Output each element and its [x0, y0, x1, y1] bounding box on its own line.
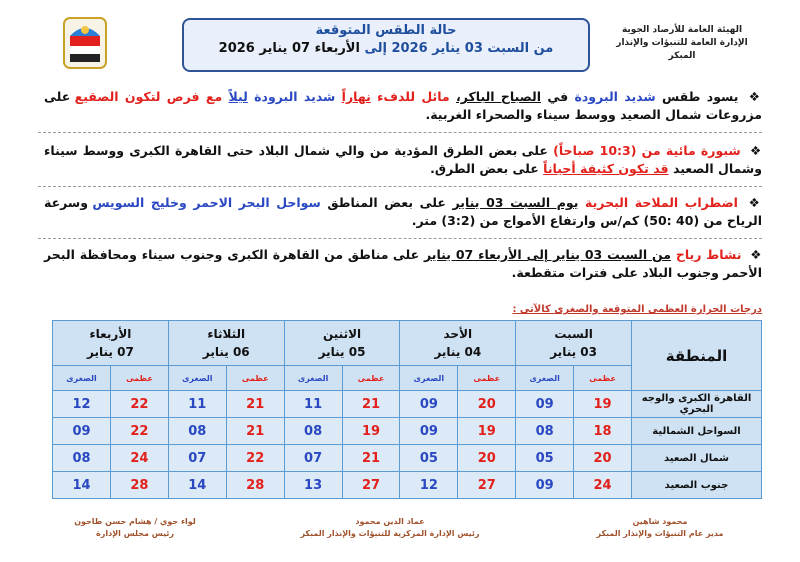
min-temp: 11 [168, 391, 226, 418]
forecast-paragraph-3 [44, 194, 762, 230]
text-segment: شبورة مائية [665, 143, 741, 158]
max-temp: 19 [458, 418, 516, 445]
divider [38, 186, 762, 187]
day-header [284, 321, 400, 366]
day-name: الأحد [443, 327, 473, 341]
region-name: جنوب الصعيد [632, 472, 762, 499]
text-segment: على بعض المناطق [327, 195, 446, 210]
min-temp: 08 [284, 418, 342, 445]
forecast-paragraph-1 [44, 88, 762, 124]
divider [38, 238, 762, 239]
table-row [53, 445, 762, 472]
min-temp: 09 [400, 418, 458, 445]
min-label: الصغرى [168, 366, 226, 391]
min-temp: 09 [516, 472, 574, 499]
max-temp: 21 [342, 391, 400, 418]
bullet-icon: ❖ [749, 143, 762, 158]
max-label: عظمى [574, 366, 632, 391]
divider [38, 132, 762, 133]
min-temp: 08 [516, 418, 574, 445]
bullet-icon: ❖ [748, 89, 762, 104]
min-label: الصغرى [53, 366, 111, 391]
text-segment: يوم السبت 03 يناير [452, 195, 579, 210]
text-segment: قد تكون كثيفة أحياناً [543, 161, 669, 176]
table-row [53, 391, 762, 418]
signatory-title: رئيس مجلس الإدارة [96, 529, 174, 538]
min-temp: 09 [53, 418, 111, 445]
table-caption: درجات الحرارة العظمى المتوقعة والصغرى كالآتى : [512, 304, 762, 315]
signatory-title: رئيس الإدارة المركزية للتنبؤات والإنذار المبكر [300, 529, 480, 538]
day-name: الثلاثاء [207, 327, 246, 341]
min-label: الصغرى [516, 366, 574, 391]
bullet-icon: ❖ [748, 195, 763, 210]
max-temp: 24 [574, 472, 632, 499]
region-name: السواحل الشمالية [632, 418, 762, 445]
signatory-name: عماد الدين محمود [355, 517, 425, 526]
min-label: الصغرى [400, 366, 458, 391]
text-segment: اضطراب الملاحة البحرية [585, 195, 738, 210]
max-temp: 19 [574, 391, 632, 418]
max-label: عظمى [110, 366, 168, 391]
day-date: 04 يناير [434, 345, 482, 359]
max-label: عظمى [342, 366, 400, 391]
day-header [53, 321, 169, 366]
min-temp: 09 [516, 391, 574, 418]
text-segment: من (10:3 صباحاً) [553, 143, 661, 158]
min-label: الصغرى [284, 366, 342, 391]
max-temp: 22 [110, 418, 168, 445]
text-segment: مع فرص لتكون الصقيع [74, 89, 223, 104]
text-segment: ليلاً [228, 89, 248, 104]
forecast-paragraph-4 [44, 246, 762, 282]
table-row [53, 418, 762, 445]
min-temp: 05 [400, 445, 458, 472]
page-title: حالة الطقس المتوقعة [315, 23, 457, 38]
text-segment: نشاط رياح [675, 247, 742, 262]
signature-board-chairman [50, 516, 220, 540]
text-segment: على مناطق من القاهرة الكبرى وجنوب سيناء ومحافظة البحر الأحمر وجنوب البلاد على فترات متقطعة. [44, 247, 762, 280]
text-segment: شديد البرودة [254, 89, 336, 104]
day-name: الأربعاء [89, 327, 132, 341]
max-temp: 27 [342, 472, 400, 499]
signature-forecast-director [560, 516, 760, 540]
day-date: 05 يناير [318, 345, 366, 359]
min-temp: 08 [53, 445, 111, 472]
text-segment: على مزروعات شمال الصعيد ووسط سيناء والصحراء الغربية. [44, 89, 762, 122]
text-segment: في [547, 89, 569, 104]
max-temp: 20 [458, 445, 516, 472]
text-segment: من السبت 03 يناير إلى الأربعاء 07 يناير [424, 247, 671, 262]
bullet-icon: ❖ [750, 247, 762, 262]
temperature-table [52, 320, 762, 499]
min-temp: 09 [400, 391, 458, 418]
max-temp: 20 [458, 391, 516, 418]
min-temp: 05 [516, 445, 574, 472]
signatory-name: محمود شاهين [632, 517, 688, 526]
min-temp: 13 [284, 472, 342, 499]
forecast-paragraph-2 [44, 142, 762, 178]
max-temp: 18 [574, 418, 632, 445]
forecast-period [184, 41, 588, 56]
text-segment: على بعض الطرق. [430, 161, 539, 176]
max-temp: 20 [574, 445, 632, 472]
text-segment: نهاراً [341, 89, 371, 104]
organization-header [602, 24, 762, 63]
max-temp: 21 [226, 418, 284, 445]
min-temp: 07 [168, 445, 226, 472]
max-temp: 22 [226, 445, 284, 472]
period-to: الأربعاء 07 يناير 2026 [218, 41, 360, 56]
day-date: 06 يناير [202, 345, 250, 359]
max-temp: 21 [342, 445, 400, 472]
region-name: شمال الصعيد [632, 445, 762, 472]
day-header [168, 321, 284, 366]
day-name: السبت [554, 327, 593, 341]
max-label: عظمى [458, 366, 516, 391]
min-temp: 14 [53, 472, 111, 499]
text-segment: سواحل البحر الاحمر وخليج السويس [92, 195, 321, 210]
signatory-title: مدير عام التنبؤات والإنذار المبكر [596, 529, 724, 538]
min-temp: 12 [400, 472, 458, 499]
max-temp: 19 [342, 418, 400, 445]
max-temp: 22 [110, 391, 168, 418]
min-temp: 08 [168, 418, 226, 445]
max-temp: 21 [226, 391, 284, 418]
min-temp: 07 [284, 445, 342, 472]
signatory-name: لواء جوي / هشام حسن طاحون [74, 517, 196, 526]
table-row [53, 472, 762, 499]
region-column-header: المنطقة [632, 321, 762, 391]
region-name: القاهرة الكبرى والوجه البحري [632, 391, 762, 418]
title-box [182, 18, 590, 72]
table-header-row [53, 321, 762, 366]
text-segment: مائل للدفء [377, 89, 450, 104]
org-department: الإدارة العامة للتنبؤات والإنذار المبكر [616, 38, 748, 61]
meteorological-authority-logo [50, 14, 120, 72]
min-temp: 12 [53, 391, 111, 418]
max-temp: 27 [458, 472, 516, 499]
text-segment: وسرعة الرياح من (40 :50) كم/س وارتفاع الأمواج من (3:2) متر. [44, 195, 762, 228]
max-temp: 28 [110, 472, 168, 499]
max-label: عظمى [226, 366, 284, 391]
day-date: 03 يناير [550, 345, 597, 359]
max-temp: 24 [110, 445, 168, 472]
day-header [516, 321, 632, 366]
min-temp: 14 [168, 472, 226, 499]
signature-central-head [270, 516, 510, 540]
max-temp: 28 [226, 472, 284, 499]
period-from: من السبت 03 يناير 2026 [391, 41, 554, 56]
day-header [400, 321, 516, 366]
text-segment: يسود طقس [662, 89, 739, 104]
text-segment: الصباح الباكر، [456, 89, 541, 104]
min-temp: 11 [284, 391, 342, 418]
day-name: الاثنين [322, 327, 362, 341]
text-segment: شديد البرودة [574, 89, 656, 104]
org-name: الهيئة العامة للأرصاد الجوية [621, 25, 743, 35]
day-date: 07 يناير [87, 345, 134, 359]
text-segment: على بعض الطرق المؤدية من والي شمال البلاد حتى القاهرة الكبرى ووسط سيناء وشمال الصعيد [44, 143, 762, 176]
period-to-word: إلى [364, 41, 387, 56]
